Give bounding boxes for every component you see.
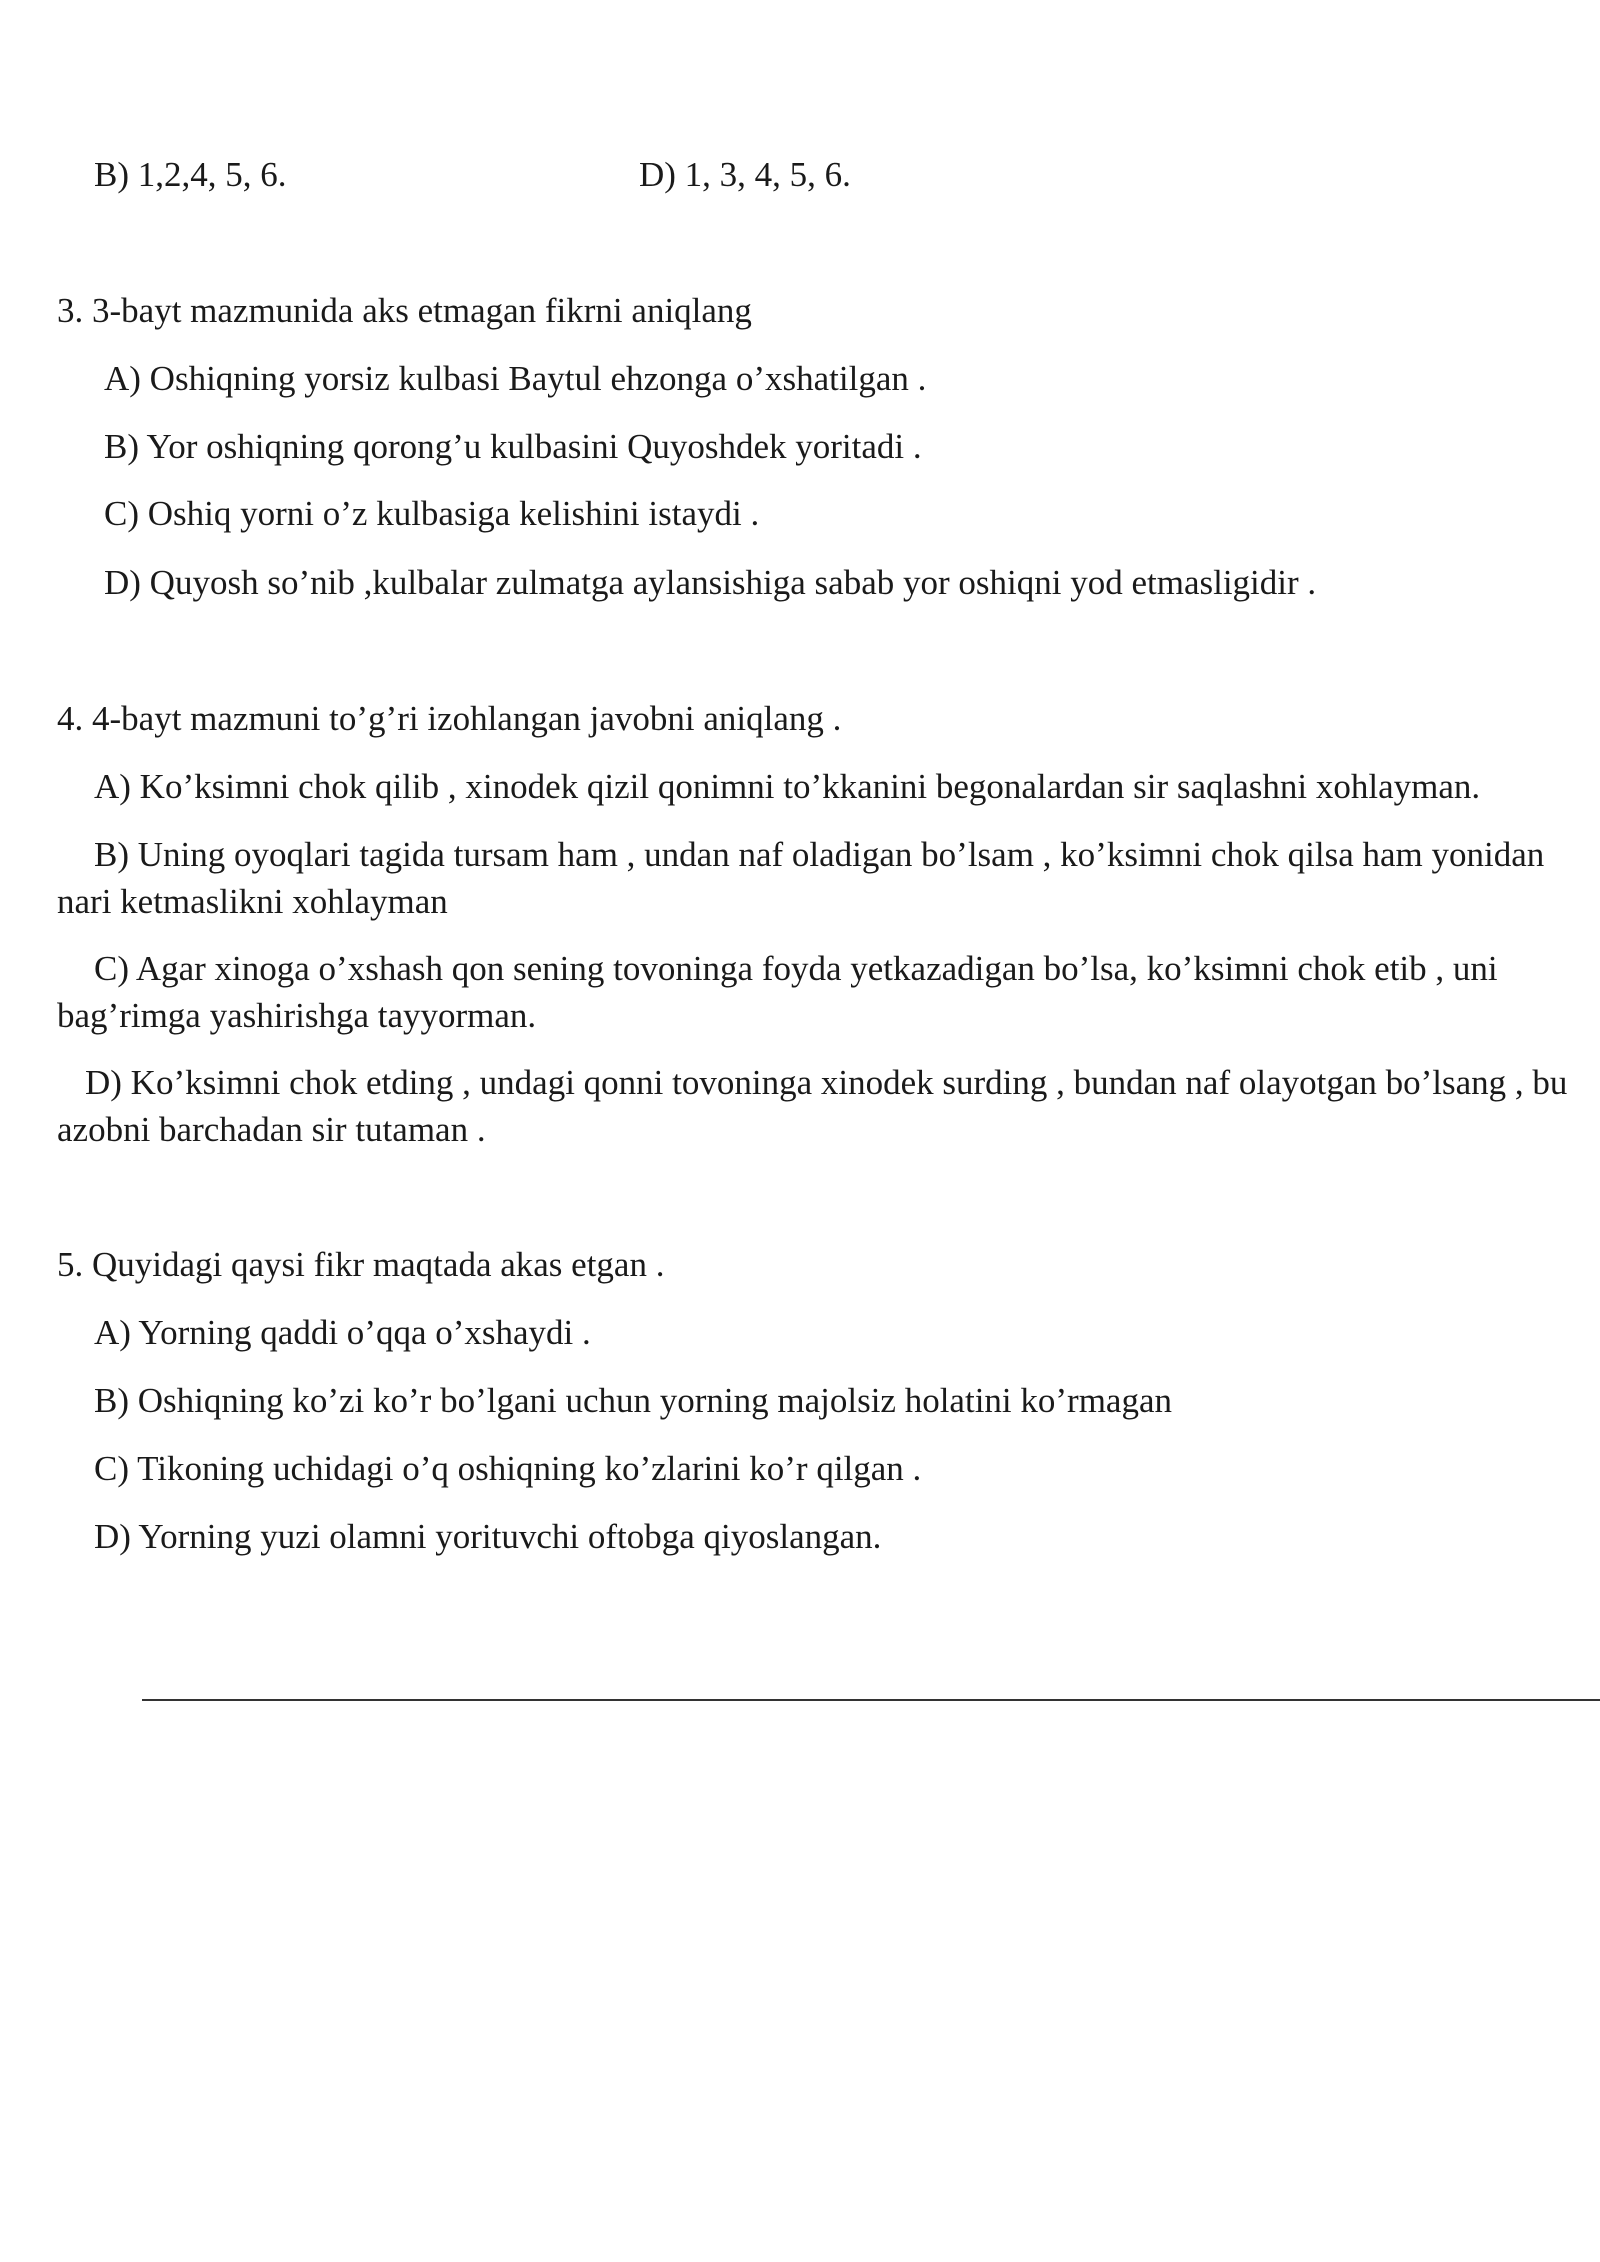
question-5-option-a: A) Yorning qaddi o’qqa o’xshaydi . (94, 1313, 591, 1352)
question-4-option-c: C) Agar xinoga o’xshash qon sening tovoninga foyda yetkazadigan bo’lsa, ko’ksimni chok etib , uni bag’rimga yashirishga tayyorman. (57, 949, 1498, 1035)
prev-option-b: B) 1,2,4, 5, 6. (94, 155, 287, 194)
question-3-option-a: A) Oshiqning yorsiz kulbasi Baytul ehzonga o’xshatilgan . (104, 359, 927, 398)
question-5-option-b: B) Oshiqning ko’zi ko’r bo’lgani uchun yorning majolsiz holatini ko’rmagan (94, 1381, 1172, 1420)
question-4-title: 4. 4-bayt mazmuni to’g’ri izohlangan javobni aniqlang . (57, 699, 842, 738)
question-3-option-c: C) Oshiq yorni o’z kulbasiga kelishini istaydi . (104, 494, 760, 533)
horizontal-divider (142, 1699, 1600, 1701)
prev-option-d: D) 1, 3, 4, 5, 6. (639, 155, 851, 194)
question-5-option-c: C) Tikoning uchidagi o’q oshiqning ko’zlarini ko’r qilgan . (94, 1449, 922, 1488)
question-3-option-b: B) Yor oshiqning qorong’u kulbasini Quyoshdek yoritadi . (104, 427, 922, 466)
question-3-title: 3. 3-bayt mazmunida aks etmagan fikrni aniqlang (57, 291, 752, 330)
question-5-option-d: D) Yorning yuzi olamni yorituvchi oftobga qiyoslangan. (94, 1517, 882, 1556)
question-5-title: 5. Quyidagi qaysi fikr maqtada akas etgan . (57, 1245, 665, 1284)
question-3-option-d: D) Quyosh so’nib ,kulbalar zulmatga aylansishiga sabab yor oshiqni yod etmasligidir . (104, 563, 1317, 602)
question-4-option-d: D) Ko’ksimni chok etding , undagi qonni tovoninga xinodek surding , bundan naf olayotgan bo’lsang , bu azobni barchadan sir tutaman . (57, 1063, 1568, 1149)
question-4-option-b: B) Uning oyoqlari tagida tursam ham , undan naf oladigan bo’lsam , ko’ksimni chok qilsa ham yonidan nari ketmaslikni xohlayman (57, 835, 1545, 921)
question-4-option-a: A) Ko’ksimni chok qilib , xinodek qizil qonimni to’kkanini begonalardan sir saqlashni xohlayman. (94, 767, 1481, 806)
